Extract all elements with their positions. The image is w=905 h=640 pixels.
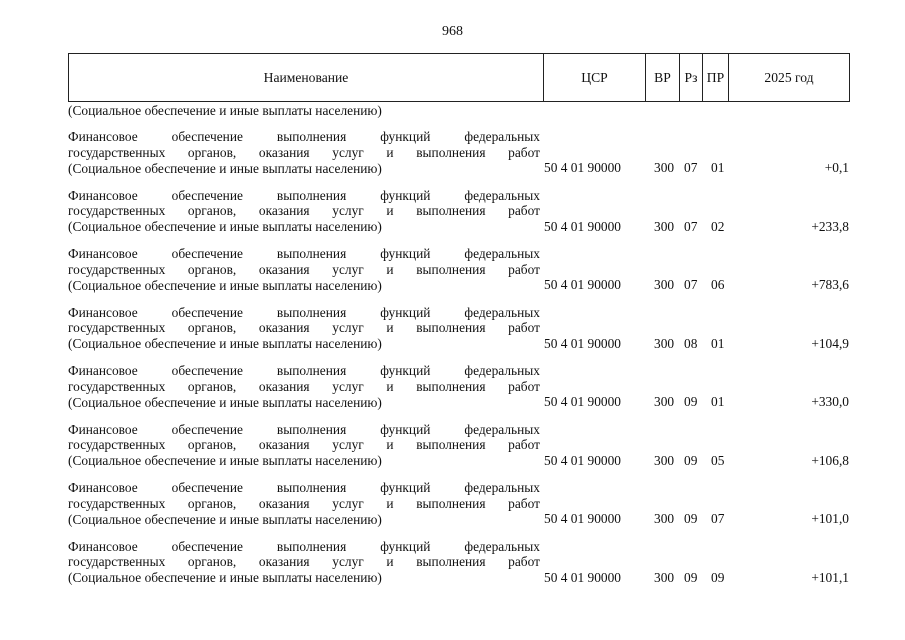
row-description-line: Финансовое обеспечение выполнения функций федеральных bbox=[68, 187, 540, 203]
row-description bbox=[68, 246, 540, 293]
row-description-line: Финансовое обеспечение выполнения функций федеральных bbox=[68, 480, 540, 495]
continuation-line: (Социальное обеспечение и иные выплаты населению) bbox=[68, 103, 382, 118]
row-sum: +101,1 bbox=[811, 569, 849, 585]
row-description bbox=[68, 539, 540, 586]
header-vr: ВР bbox=[646, 54, 680, 101]
row-pr: 01 bbox=[711, 160, 725, 175]
row-description-line: государственных органов, оказания услуг и выполнения работ bbox=[68, 261, 540, 277]
row-csr: 50 4 01 90000 bbox=[544, 218, 621, 234]
row-rz: 07 bbox=[684, 218, 698, 234]
row-description bbox=[68, 188, 540, 235]
table-body bbox=[68, 102, 850, 590]
table-row bbox=[68, 415, 850, 474]
row-rz: 09 bbox=[684, 511, 698, 526]
table-row bbox=[68, 298, 850, 357]
row-description-line: государственных органов, оказания услуг и выполнения работ bbox=[68, 320, 540, 336]
row-description-line: (Социальное обеспечение и иные выплаты населению) bbox=[68, 219, 382, 235]
row-description-line: Финансовое обеспечение выполнения функций федеральных bbox=[68, 304, 540, 320]
row-rz: 09 bbox=[684, 452, 698, 468]
page-number: 968 bbox=[442, 24, 463, 39]
header-year: 2025 год bbox=[764, 69, 814, 85]
table-header bbox=[68, 53, 850, 101]
row-description bbox=[68, 305, 540, 352]
row-description-line: (Социальное обеспечение и иные выплаты населению) bbox=[68, 160, 382, 176]
row-description-line: (Социальное обеспечение и иные выплаты населению) bbox=[68, 453, 382, 469]
row-description-line: (Социальное обеспечение и иные выплаты населению) bbox=[68, 336, 382, 352]
row-description-line: государственных органов, оказания услуг и выполнения работ bbox=[68, 203, 540, 219]
header-pr: ПР bbox=[703, 54, 729, 101]
row-vr: 300 bbox=[654, 452, 675, 468]
row-description-line: государственных органов, оказания услуг и выполнения работ bbox=[68, 495, 540, 511]
row-rz: 07 bbox=[684, 160, 698, 175]
row-sum: +106,8 bbox=[811, 452, 849, 468]
row-description-line: (Социальное обеспечение и иные выплаты населению) bbox=[68, 277, 382, 293]
row-vr: 300 bbox=[654, 277, 675, 292]
table-row bbox=[68, 532, 850, 591]
row-description-line: (Социальное обеспечение и иные выплаты населению) bbox=[68, 394, 382, 410]
header-rz: Рз bbox=[680, 54, 703, 101]
row-csr: 50 4 01 90000 bbox=[544, 394, 621, 409]
table-row bbox=[68, 122, 850, 181]
header-name: Наименование bbox=[69, 54, 544, 101]
row-vr: 300 bbox=[654, 569, 675, 585]
row-description bbox=[68, 129, 540, 176]
row-description-line: Финансовое обеспечение выполнения функций федеральных bbox=[68, 246, 540, 261]
row-csr: 50 4 01 90000 bbox=[544, 511, 621, 526]
row-description-line: Финансовое обеспечение выполнения функций федеральных bbox=[68, 421, 540, 437]
row-description-line: государственных органов, оказания услуг и выполнения работ bbox=[68, 378, 540, 394]
row-description bbox=[68, 363, 540, 410]
table-row bbox=[68, 239, 850, 298]
row-sum: +233,8 bbox=[811, 218, 849, 234]
row-sum: +0,1 bbox=[824, 160, 849, 175]
row-pr: 01 bbox=[711, 335, 725, 351]
row-pr: 05 bbox=[711, 452, 725, 468]
row-description-line: (Социальное обеспечение и иные выплаты населению) bbox=[68, 511, 382, 527]
row-description-line: государственных органов, оказания услуг и выполнения работ bbox=[68, 144, 540, 160]
row-csr: 50 4 01 90000 bbox=[544, 569, 621, 585]
row-description-line: Финансовое обеспечение выполнения функций федеральных bbox=[68, 538, 540, 554]
row-csr: 50 4 01 90000 bbox=[544, 160, 621, 175]
row-pr: 02 bbox=[711, 218, 725, 234]
table-row bbox=[68, 473, 850, 532]
row-pr: 01 bbox=[711, 394, 725, 409]
row-pr: 06 bbox=[711, 277, 725, 292]
row-vr: 300 bbox=[654, 218, 675, 234]
row-vr: 300 bbox=[654, 511, 675, 526]
header-csr: ЦСР bbox=[544, 54, 646, 101]
row-vr: 300 bbox=[654, 394, 675, 409]
row-pr: 09 bbox=[711, 569, 725, 585]
row-sum: +104,9 bbox=[811, 335, 849, 351]
row-rz: 09 bbox=[684, 394, 698, 409]
row-csr: 50 4 01 90000 bbox=[544, 277, 621, 292]
row-sum: +783,6 bbox=[811, 277, 849, 292]
row-vr: 300 bbox=[654, 335, 675, 351]
table-row bbox=[68, 356, 850, 415]
row-rz: 08 bbox=[684, 335, 698, 351]
row-description bbox=[68, 480, 540, 527]
row-description-line: государственных органов, оказания услуг и выполнения работ bbox=[68, 437, 540, 453]
row-description bbox=[68, 422, 540, 469]
row-rz: 07 bbox=[684, 277, 698, 292]
row-csr: 50 4 01 90000 bbox=[544, 335, 621, 351]
row-sum: +101,0 bbox=[811, 511, 849, 526]
row-vr: 300 bbox=[654, 160, 675, 175]
row-description-line: Финансовое обеспечение выполнения функций федеральных bbox=[68, 129, 540, 144]
row-sum: +330,0 bbox=[811, 394, 849, 409]
row-description-line: государственных органов, оказания услуг и выполнения работ bbox=[68, 554, 540, 570]
table-row bbox=[68, 181, 850, 240]
row-rz: 09 bbox=[684, 569, 698, 585]
row-csr: 50 4 01 90000 bbox=[544, 452, 621, 468]
row-pr: 07 bbox=[711, 511, 725, 526]
row-description-line: (Социальное обеспечение и иные выплаты населению) bbox=[68, 570, 382, 586]
row-description-line: Финансовое обеспечение выполнения функций федеральных bbox=[68, 363, 540, 378]
